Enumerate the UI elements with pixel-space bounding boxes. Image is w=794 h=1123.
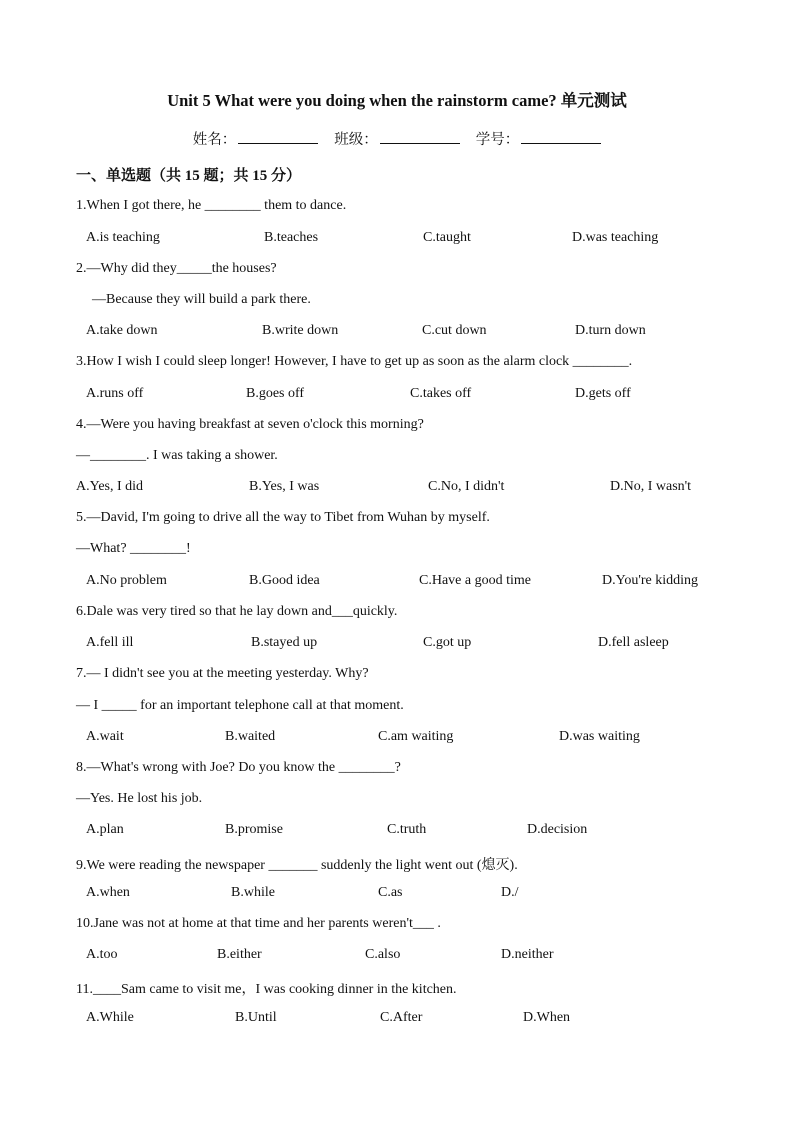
option-b[interactable]: B.Yes, I was xyxy=(249,479,320,494)
option-a[interactable]: A.Yes, I did xyxy=(76,479,144,494)
option-d[interactable]: D.gets off xyxy=(575,386,631,401)
option-c[interactable]: C.as xyxy=(378,885,403,900)
option-a[interactable]: A.take down xyxy=(86,323,158,338)
option-c[interactable]: C.truth xyxy=(387,822,427,837)
option-d[interactable]: D.was teaching xyxy=(572,230,659,245)
option-a[interactable]: A.While xyxy=(86,1010,134,1025)
option-a[interactable]: A.is teaching xyxy=(86,230,160,245)
option-c[interactable]: C.got up xyxy=(423,635,472,650)
question-10-options xyxy=(86,947,726,967)
number-label: 学号： xyxy=(475,132,520,148)
question-10-text: 10.Jane was not at home at that time and her parents weren't___ . xyxy=(76,916,441,931)
option-d[interactable]: D./ xyxy=(501,885,519,900)
number-blank[interactable] xyxy=(521,129,601,144)
option-b[interactable]: B.while xyxy=(231,885,275,900)
option-d[interactable]: D.No, I wasn't xyxy=(610,479,692,494)
option-a[interactable]: A.plan xyxy=(86,822,124,837)
option-b[interactable]: B.promise xyxy=(225,822,283,837)
question-8-text: 8.—What's wrong with Joe? Do you know the ________? xyxy=(76,760,401,775)
question-5-response: —What? ________! xyxy=(76,541,191,556)
question-11-options xyxy=(86,1010,726,1030)
option-d[interactable]: D.decision xyxy=(527,822,588,837)
question-6-options xyxy=(86,635,726,655)
option-b[interactable]: B.either xyxy=(217,947,262,962)
question-2-options xyxy=(86,323,726,343)
option-c[interactable]: C.After xyxy=(380,1010,423,1025)
class-field[interactable] xyxy=(334,128,460,149)
option-c[interactable]: C.also xyxy=(365,947,401,962)
question-7-options xyxy=(86,729,726,749)
section-title: 一、单选题（共 15 题；共 15 分） xyxy=(76,168,302,184)
option-c[interactable]: C.am waiting xyxy=(378,729,454,744)
question-2-text: 2.—Why did they_____the houses? xyxy=(76,261,277,276)
question-5-options xyxy=(86,573,726,593)
name-field[interactable] xyxy=(193,128,319,149)
question-11-text: 11.____Sam came to visit me，I was cooking dinner in the kitchen. xyxy=(76,982,457,997)
question-9-options xyxy=(86,885,726,905)
name-blank[interactable] xyxy=(238,129,318,144)
class-blank[interactable] xyxy=(380,129,460,144)
option-b[interactable]: B.teaches xyxy=(264,230,319,245)
option-c[interactable]: C.No, I didn't xyxy=(428,479,505,494)
option-b[interactable]: B.waited xyxy=(225,729,276,744)
question-1-text: 1.When I got there, he ________ them to dance. xyxy=(76,198,347,213)
option-d[interactable]: D.neither xyxy=(501,947,554,962)
option-b[interactable]: B.Good idea xyxy=(249,573,320,588)
class-label: 班级： xyxy=(334,132,378,148)
question-4-text: 4.—Were you having breakfast at seven o'clock this morning? xyxy=(76,417,424,432)
option-b[interactable]: B.stayed up xyxy=(251,635,318,650)
option-a[interactable]: A.too xyxy=(86,947,118,962)
student-info-row xyxy=(0,128,794,149)
option-b[interactable]: B.Until xyxy=(235,1010,277,1025)
name-label: 姓名： xyxy=(192,132,237,148)
number-field[interactable] xyxy=(476,128,602,149)
question-8-options xyxy=(86,822,726,842)
question-1-options xyxy=(86,230,726,250)
option-c[interactable]: C.Have a good time xyxy=(419,573,531,588)
option-b[interactable]: B.goes off xyxy=(246,386,305,401)
question-6-text: 6.Dale was very tired so that he lay down and___quickly. xyxy=(76,604,398,619)
option-a[interactable]: A.wait xyxy=(86,729,124,744)
option-d[interactable]: D.fell asleep xyxy=(598,635,669,650)
page-title: Unit 5 What were you doing when the rainstorm came? 单元测试 xyxy=(167,91,627,110)
option-c[interactable]: C.takes off xyxy=(410,386,472,401)
option-d[interactable]: D.was waiting xyxy=(559,729,640,744)
question-2-response: —Because they will build a park there. xyxy=(92,292,311,307)
option-d[interactable]: D.When xyxy=(523,1010,571,1025)
question-9-text: 9.We were reading the newspaper _______ suddenly the light went out (熄灭). xyxy=(76,858,518,873)
question-4-response: —________. I was taking a shower. xyxy=(76,448,278,463)
option-d[interactable]: D.turn down xyxy=(575,323,646,338)
option-b[interactable]: B.write down xyxy=(262,323,339,338)
option-a[interactable]: A.when xyxy=(86,885,130,900)
option-a[interactable]: A.No problem xyxy=(86,573,167,588)
question-7-response: — I _____ for an important telephone call at that moment. xyxy=(76,698,404,713)
option-c[interactable]: C.cut down xyxy=(422,323,487,338)
question-5-text: 5.—David, I'm going to drive all the way to Tibet from Wuhan by myself. xyxy=(76,510,490,525)
option-c[interactable]: C.taught xyxy=(423,230,471,245)
question-4-options xyxy=(76,479,716,499)
question-3-options xyxy=(86,386,726,406)
option-a[interactable]: A.runs off xyxy=(86,386,144,401)
question-7-text: 7.— I didn't see you at the meeting yesterday. Why? xyxy=(76,666,369,681)
question-8-response: —Yes. He lost his job. xyxy=(76,791,203,806)
option-a[interactable]: A.fell ill xyxy=(86,635,134,650)
option-d[interactable]: D.You're kidding xyxy=(602,573,698,588)
question-3-text: 3.How I wish I could sleep longer! However, I have to get up as soon as the alarm clock ________. xyxy=(76,354,633,369)
